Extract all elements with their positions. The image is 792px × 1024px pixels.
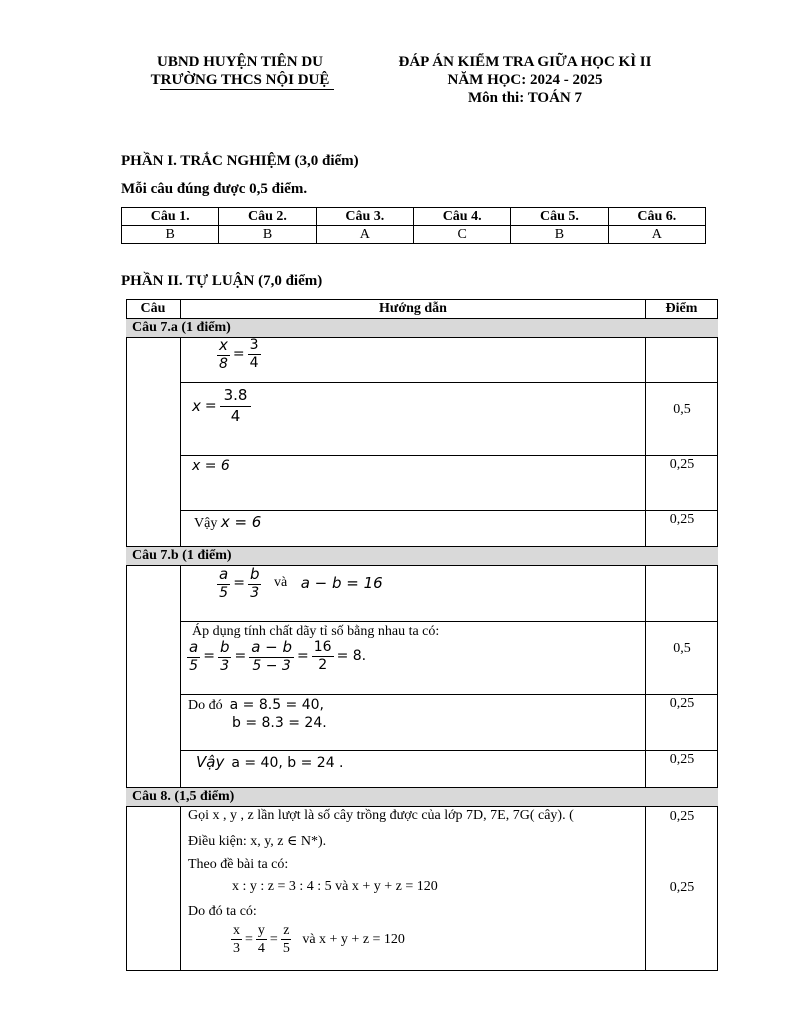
score-cell: 0,25	[669, 809, 695, 824]
frac-num: 3.8	[220, 387, 252, 407]
equals-sign: =	[204, 397, 217, 414]
q7b-apply-text: Áp dụng tính chất dãy tỉ số bằng nhau ta có:	[192, 624, 440, 639]
part2-title: PHẦN II. TỰ LUẬN (7,0 điểm)	[121, 273, 323, 289]
section-q8-heading: Câu 8. (1,5 điểm)	[126, 787, 718, 807]
question-cell: Câu 3.	[316, 208, 413, 226]
frac-num: b	[249, 565, 260, 583]
therefore-label: Do đó	[188, 698, 223, 713]
score-cell: 0,25	[669, 696, 695, 711]
q7b-given: $\frac{a}{5}$ = $\frac{b}{3}$ và a − b = 16	[219, 565, 383, 601]
equals-sign: =	[232, 346, 245, 363]
q8-line1: Gọi x , y , z lần lượt là số cây trồng được của lớp 7D, 7E, 7G( cây). (	[188, 808, 574, 823]
q8-line3: Theo đề bài ta có:	[188, 857, 289, 872]
q8-line4: Do đó ta có:	[188, 904, 257, 919]
q7b-conclusion	[196, 753, 344, 772]
part1-title: PHẦN I. TRẮC NGHIỆM (3,0 điểm)	[121, 153, 359, 169]
answer-cell: B	[122, 226, 219, 244]
condition: a − b = 16	[300, 574, 383, 593]
column-divider	[180, 338, 181, 546]
subject: Môn thi: TOÁN 7	[467, 90, 583, 106]
frac-den: 3	[233, 941, 240, 957]
q7b-apply-equation: $\frac{a}{5}$ = $\frac{b}{3}$ = $\frac{a - b}{5 - 3}$ = $\frac{16}{2}$ = 8.	[189, 638, 367, 674]
score-cell: 0,5	[673, 641, 691, 656]
school-district: UBND HUYỆN TIÊN DU	[157, 54, 323, 70]
school-name: TRƯỜNG THCS NỘI DUỆ	[150, 72, 330, 88]
frac-num: a − b	[251, 638, 293, 656]
column-divider	[180, 807, 181, 971]
q7b-therefore	[188, 697, 324, 714]
table-border	[126, 299, 127, 971]
question-cell: Câu 4.	[413, 208, 510, 226]
frac-den: 3	[220, 657, 230, 674]
conclusion-math: a = 40, b = 24 .	[231, 755, 344, 771]
frac-num: a	[189, 638, 199, 656]
frac-den: 5	[282, 941, 290, 957]
score-cell: 0,25	[669, 512, 695, 527]
row-divider	[180, 510, 718, 511]
score-cell: 0,25	[669, 457, 695, 472]
col-header-guide: Hướng dẫn	[379, 301, 447, 316]
final-tail: và x + y + z = 120	[302, 931, 405, 947]
row-divider	[180, 382, 718, 383]
conjunction: và	[273, 575, 288, 591]
row-divider	[180, 455, 718, 456]
score-cell: 0,25	[669, 880, 695, 895]
frac-num: z	[281, 923, 291, 940]
q8-final-equation: $\frac{x}{3}$ = $\frac{y}{4}$ = $\frac{z}{5}$ và x + y + z = 120	[233, 923, 405, 957]
q8-ratio: x : y : z = 3 : 4 : 5 và x + y + z = 120	[232, 879, 438, 894]
frac-den: 2	[318, 656, 328, 673]
q7a-result: x = 6	[192, 458, 230, 474]
q7a-equation-step	[190, 387, 252, 424]
score-cell: 0,5	[673, 402, 691, 417]
row-divider	[180, 621, 718, 622]
answer-cell: A	[608, 226, 705, 244]
q8-line2: Điều kiện: x, y, z ∈ N*).	[188, 834, 327, 849]
column-divider	[180, 566, 181, 788]
frac-num: 16	[312, 640, 334, 657]
therefore-line2: b = 8.3 = 24.	[232, 715, 327, 731]
table-border	[126, 970, 718, 971]
conclusion-label: Vậy	[194, 516, 218, 531]
solution-table	[126, 299, 718, 971]
table-border	[717, 299, 718, 971]
math-var: x	[192, 396, 201, 415]
col-header-question: Câu	[140, 301, 166, 316]
school-year: NĂM HỌC: 2024 - 2025	[447, 72, 603, 88]
section-q7b-heading: Câu 7.b (1 điểm)	[126, 546, 718, 566]
frac-num: 3	[248, 338, 261, 355]
part1-note: Mỗi câu đúng được 0,5 điểm.	[121, 181, 308, 197]
question-cell: Câu 2.	[219, 208, 316, 226]
frac-den: 4	[249, 354, 259, 371]
row-divider	[180, 750, 718, 751]
question-cell: Câu 5.	[511, 208, 608, 226]
frac-num: a	[219, 565, 229, 583]
frac-den: 3	[250, 584, 260, 601]
table-border	[126, 299, 718, 300]
q7a-equation-given	[216, 337, 262, 372]
frac-num: y	[256, 923, 267, 940]
conclusion-math: x = 6	[220, 513, 262, 531]
answer-cell: A	[316, 226, 413, 244]
conclusion-label: Vậy	[196, 753, 225, 771]
frac-num: x	[231, 923, 242, 940]
frac-den: 5	[189, 657, 199, 674]
row-divider	[180, 694, 718, 695]
section-q7a-heading: Câu 7.a (1 điểm)	[126, 318, 718, 338]
answer-table-row	[122, 226, 706, 244]
answer-cell: C	[413, 226, 510, 244]
school-underline	[160, 89, 334, 90]
frac-den: 4	[230, 406, 241, 425]
frac-den: 5	[219, 584, 229, 601]
col-header-score: Điểm	[665, 301, 698, 316]
frac-num: b	[219, 638, 230, 656]
therefore-line1: a = 8.5 = 40,	[229, 697, 324, 713]
exam-title: ĐÁP ÁN KIỂM TRA GIỮA HỌC KÌ II	[398, 54, 652, 70]
answer-table	[121, 207, 706, 244]
frac-den: 8	[219, 355, 228, 372]
question-cell: Câu 1.	[122, 208, 219, 226]
frac-den: 4	[257, 941, 265, 957]
result: = 8.	[336, 648, 367, 665]
answer-cell: B	[219, 226, 316, 244]
answer-cell: B	[511, 226, 608, 244]
question-cell: Câu 6.	[608, 208, 705, 226]
q7a-conclusion	[194, 513, 261, 532]
frac-num: x	[219, 336, 228, 354]
answer-table-header	[122, 208, 706, 226]
score-cell: 0,25	[669, 752, 695, 767]
frac-den: 5 − 3	[252, 657, 291, 674]
